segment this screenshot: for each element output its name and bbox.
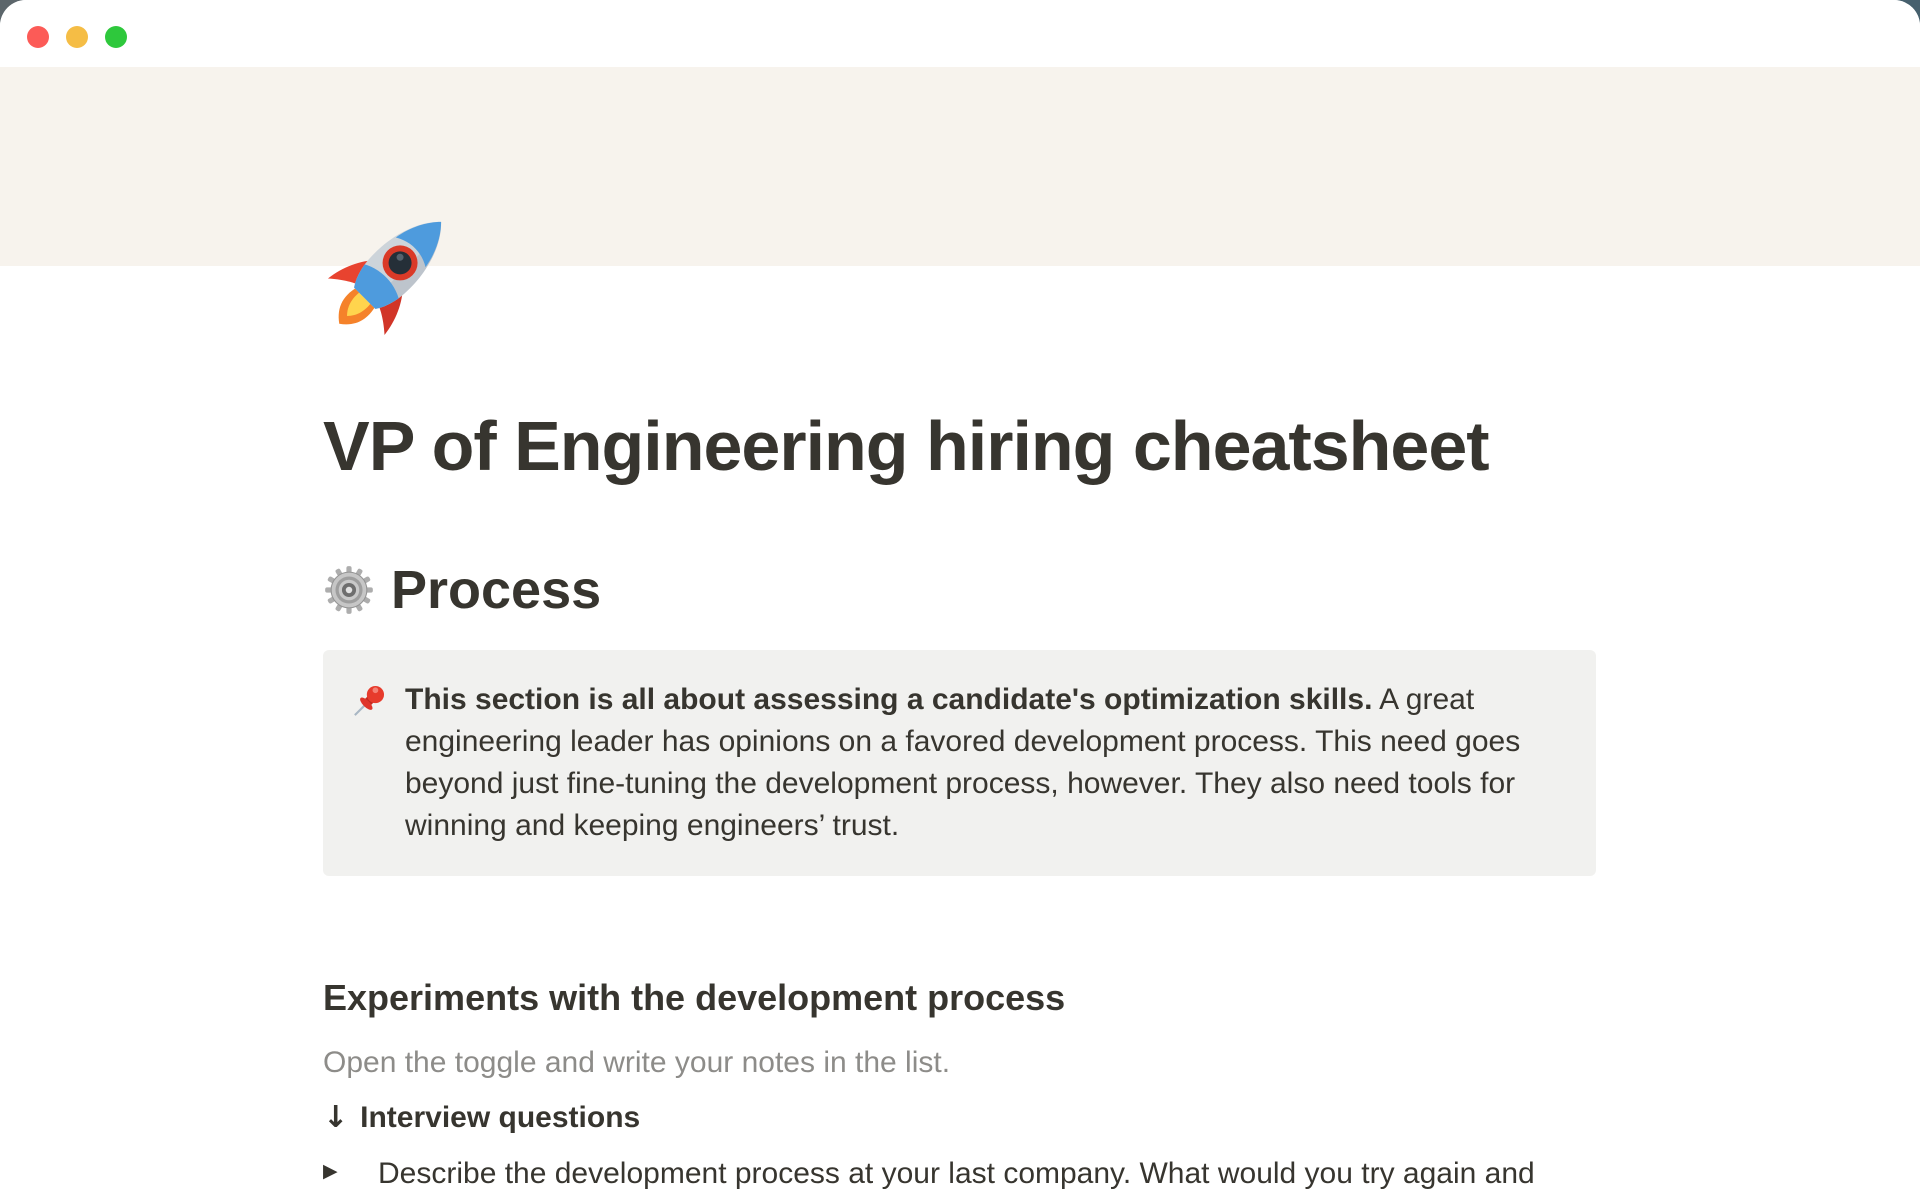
gear-icon bbox=[323, 564, 375, 616]
interview-questions-label: Interview questions bbox=[360, 1101, 641, 1134]
callout-bold-text: This section is all about assessing a candidate's optimization skills. bbox=[405, 683, 1373, 716]
page-content bbox=[323, 266, 1596, 1195]
zoom-button[interactable] bbox=[105, 26, 127, 48]
pushpin-icon bbox=[347, 681, 389, 723]
callout-text bbox=[405, 679, 1562, 847]
interview-questions-header[interactable] bbox=[323, 1097, 1596, 1139]
toggle-triangle-icon[interactable]: ▶ bbox=[323, 1160, 338, 1182]
page-title[interactable]: VP of Engineering hiring cheatsheet bbox=[323, 407, 1489, 485]
rocket-icon bbox=[323, 200, 463, 340]
toggle-item-text[interactable]: Describe the development process at your last company. What would you try again and bbox=[378, 1157, 1535, 1190]
process-heading[interactable] bbox=[323, 558, 1596, 622]
callout[interactable] bbox=[323, 650, 1596, 876]
toggle-list-item bbox=[323, 1153, 1596, 1195]
page-icon[interactable] bbox=[323, 200, 463, 340]
experiments-heading[interactable]: Experiments with the development process bbox=[323, 977, 1066, 1018]
callout-rest-text: A great engineering leader has opinions on a favored development process. This need goes beyond just fine-tuning the development process, however. They also need tools for winning and keeping engineers’ trust. bbox=[405, 683, 1521, 842]
experiments-note[interactable]: Open the toggle and write your notes in the list. bbox=[323, 1046, 951, 1079]
traffic-lights bbox=[27, 26, 127, 48]
minimize-button[interactable] bbox=[66, 26, 88, 48]
close-button[interactable] bbox=[27, 26, 49, 48]
page-cover[interactable] bbox=[0, 67, 1920, 266]
window-titlebar bbox=[0, 0, 1920, 67]
process-heading-label: Process bbox=[391, 560, 602, 620]
down-arrow-icon: ↓ bbox=[323, 1100, 349, 1135]
